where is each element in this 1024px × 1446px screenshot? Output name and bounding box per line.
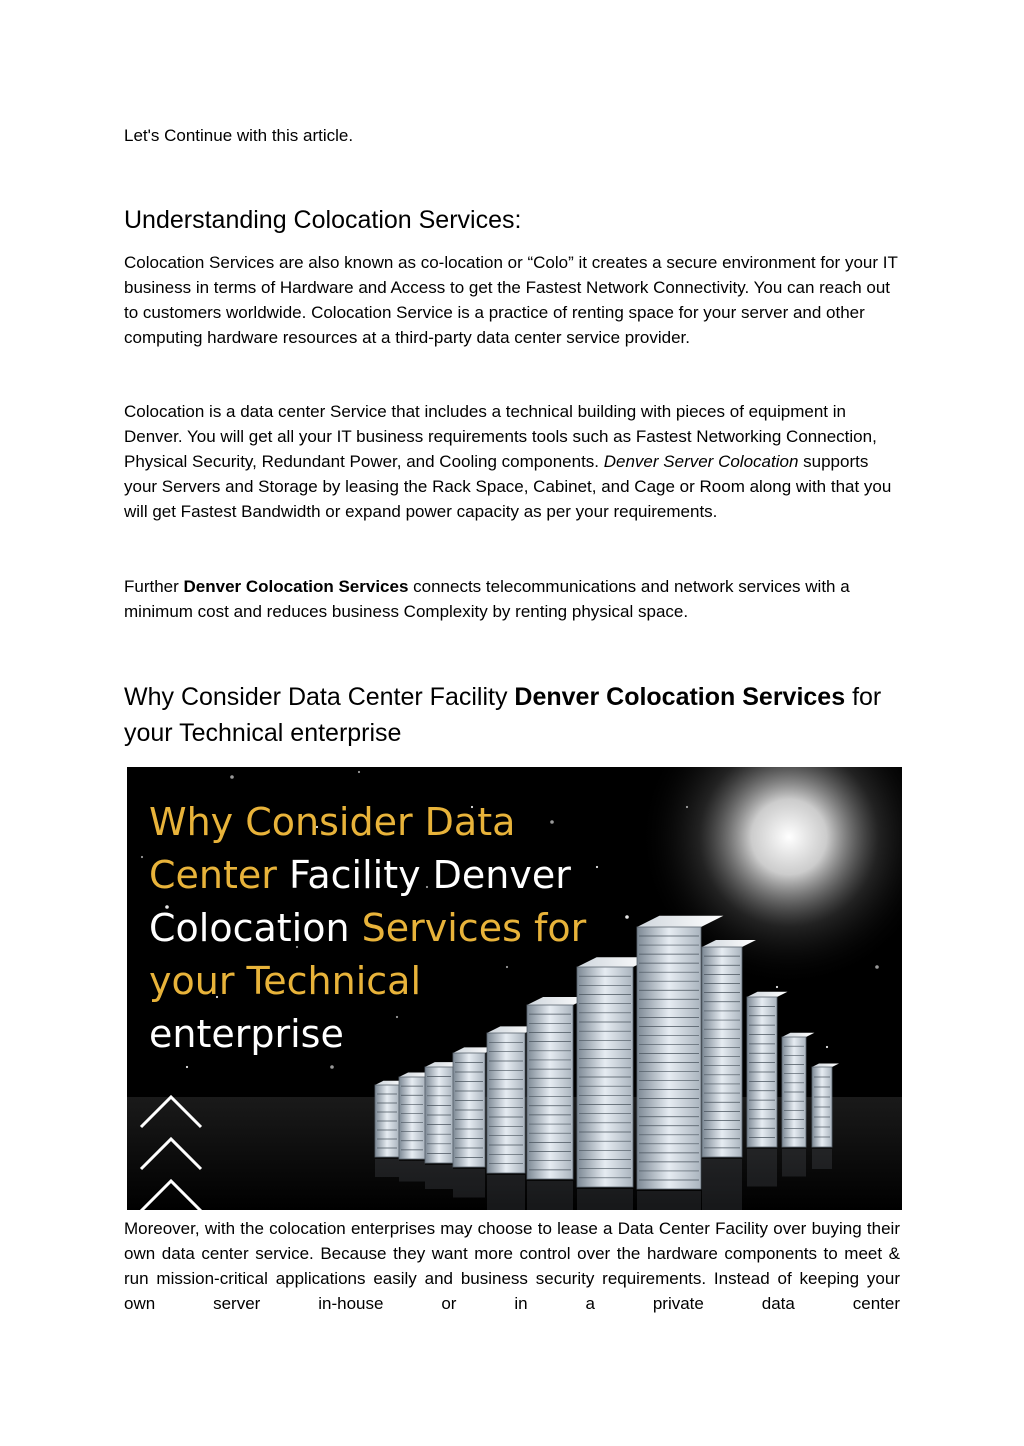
hero-title-segment: enterprise: [149, 1012, 344, 1056]
section-heading-why-consider: [124, 679, 900, 751]
star: [230, 775, 234, 779]
heading-text: for your Technical enterprise: [124, 683, 882, 747]
star: [396, 1016, 398, 1018]
hero-title-segment: Why Consider Data: [149, 800, 516, 844]
paragraph-text: supports your Servers and Storage by leasing the Rack Space, Cabinet, and Cage or Room along with that you will get Fastest Bandwidth or expand power capacity as per your requirements.: [124, 452, 892, 521]
hero-title-segment: Colocation: [149, 906, 362, 950]
paragraph-colocation-denver: [124, 399, 900, 524]
hero-title-segment: Center: [149, 853, 289, 897]
paragraph-text: connects telecommunications and network services with a minimum cost and reduces business Complexity by renting physical space.: [124, 577, 850, 621]
star: [875, 965, 879, 969]
paragraph-further: [124, 574, 900, 624]
hero-image: [127, 767, 902, 1210]
italic-term-denver-server-colocation: Denver Server Colocation: [603, 452, 799, 471]
star: [625, 915, 629, 919]
star: [506, 966, 508, 968]
section-heading-understanding: Understanding Colocation Services:: [124, 206, 522, 234]
heading-bold-text: Denver Colocation Services: [514, 683, 846, 711]
hero-title-segment: your Technical: [149, 959, 422, 1003]
star: [826, 1046, 828, 1048]
star: [596, 866, 598, 868]
star: [686, 806, 688, 808]
hero-title-segment: Services for: [361, 906, 587, 950]
star: [550, 820, 554, 824]
hero-title-segment: Facility Denver: [288, 853, 571, 897]
bold-term-denver-colocation-services: Denver Colocation Services: [183, 577, 409, 596]
paragraph-moreover: Moreover, with the colocation enterprises may choose to lease a Data Center Facility over buying their own data center service. Because they want more control over the hardware components to meet & run mission-critical applications easily and business security requirements. Instead of keeping your own server in-house or in a private data center: [124, 1219, 900, 1313]
heading-text: Why Consider Data Center Facility: [124, 683, 508, 711]
paragraph-text: Colocation is a data center Service that includes a technical building with pieces of equipment in Denver. You will get all your IT business requirements tools such as Fastest Networking Connection, Physical Security, Redundant Power, and Cooling components.: [124, 402, 877, 471]
star: [186, 1066, 188, 1068]
star: [330, 1065, 334, 1069]
intro-text: Let's Continue with this article.: [124, 126, 354, 145]
paragraph-colocation-definition: Colocation Services are also known as co-location or “Colo” it creates a secure environment for your IT business in terms of Hardware and Access to get the Fastest Network Connectivity. You can reach out to customers worldwide. Colocation Service is a practice of renting space for your server and other computing hardware resources at a third-party data center service provider.: [124, 253, 898, 347]
star: [358, 771, 360, 773]
star: [776, 986, 778, 988]
star: [141, 856, 143, 858]
paragraph-text: Further: [124, 577, 179, 596]
